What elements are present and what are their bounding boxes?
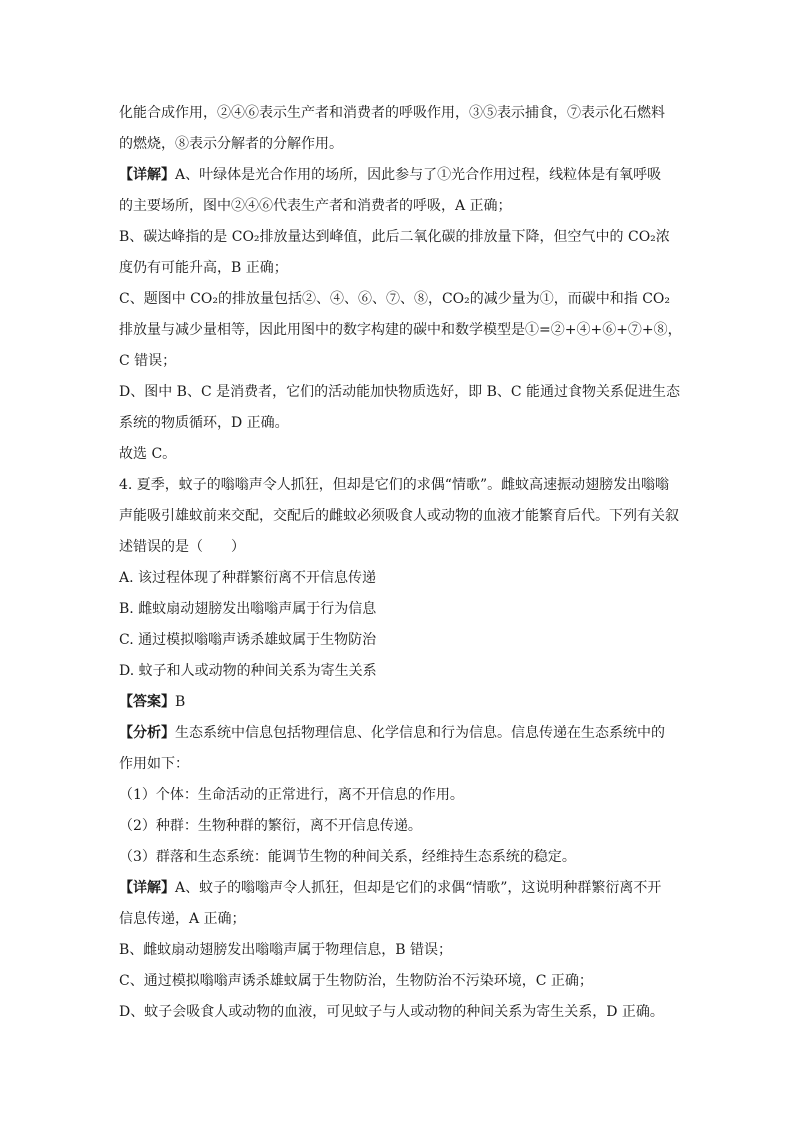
text-line: D、蚊子会吸食人或动物的血液，可见蚊子与人或动物的种间关系为寄生关系，D 正确。 bbox=[119, 1004, 664, 1020]
answer-tag: 【答案】 bbox=[119, 694, 175, 710]
option-a: A. 该过程体现了种群繁衍离不开信息传递 bbox=[119, 570, 377, 586]
text-line: （3）群落和生态系统：能调节生物的种间关系，经维持生态系统的稳定。 bbox=[119, 849, 576, 865]
text-line: 排放量与减少量相等，因此用图中的数字构建的碳中和数学模型是①=②+④+⑥+⑦+⑧， bbox=[119, 322, 682, 338]
answer-value: B bbox=[175, 694, 186, 710]
text-line: B、碳达峰指的是 CO₂排放量达到峰值，此后二氧化碳的排放量下降，但空气中的 CO₂浓 bbox=[119, 229, 670, 245]
text-line: A、叶绿体是光合作用的场所，因此参与了①光合作用过程，线粒体是有氧呼吸 bbox=[175, 167, 662, 183]
question-stem: 4. 夏季，蚊子的嗡嗡声令人抓狂，但却是它们的求偶“情歌”。雌蚊高速振动翅膀发出嗡嗡 bbox=[119, 477, 670, 493]
analysis-tag: 【分析】 bbox=[119, 725, 175, 741]
option-c: C. 通过模拟嗡嗡声诱杀雄蚊属于生物防治 bbox=[119, 632, 377, 648]
option-d: D. 蚊子和人或动物的种间关系为寄生关系 bbox=[119, 663, 377, 679]
text-line: 化能合成作用，②④⑥表示生产者和消费者的呼吸作用，③⑤表示捕食，⑦表示化石燃料 bbox=[119, 105, 665, 121]
text-line: 作用如下： bbox=[119, 756, 189, 772]
analysis-paragraph bbox=[119, 718, 679, 749]
answer-line bbox=[119, 687, 679, 718]
text-line: 的主要场所，图中②④⑥代表生产者和消费者的呼吸，A 正确； bbox=[119, 198, 512, 214]
text-line: （2）种群：生物种群的繁衍，离不开信息传递。 bbox=[119, 818, 422, 834]
detail-paragraph bbox=[119, 160, 679, 191]
question-stem: 述错误的是（ ） bbox=[119, 539, 245, 555]
text-line: 的燃烧，⑧表示分解者的分解作用。 bbox=[119, 136, 343, 152]
text-line: 生态系统中信息包括物理信息、化学信息和行为信息。信息传递在生态系统中的 bbox=[175, 725, 665, 741]
detail-tag: 【详解】 bbox=[119, 167, 175, 183]
detail-paragraph bbox=[119, 873, 679, 904]
document-page bbox=[119, 98, 682, 1028]
text-line: C、通过模拟嗡嗡声诱杀雄蚊属于生物防治，生物防治不污染环境，C 正确； bbox=[119, 973, 593, 989]
text-line: C、题图中 CO₂的排放量包括②、④、⑥、⑦、⑧，CO₂的减少量为①，而碳中和指 CO₂ bbox=[119, 291, 671, 307]
text-line: C 错误； bbox=[119, 353, 177, 369]
text-line: A、蚊子的嗡嗡声令人抓狂，但却是它们的求偶“情歌”，这说明种群繁衍离不开 bbox=[175, 880, 662, 896]
option-b: B. 雌蚊扇动翅膀发出嗡嗡声属于行为信息 bbox=[119, 601, 377, 617]
detail-tag: 【详解】 bbox=[119, 880, 175, 896]
text-line: 故选 C。 bbox=[119, 446, 177, 462]
text-line: D、图中 B、C 是消费者，它们的活动能加快物质选好，即 B、C 能通过食物关系促进生态 bbox=[119, 384, 681, 400]
question-stem: 声能吸引雄蚊前来交配，交配后的雌蚊必须吸食人或动物的血液才能繁育后代。下列有关叙 bbox=[119, 508, 679, 524]
text-line: 度仍有可能升高，B 正确； bbox=[119, 260, 288, 276]
text-line: B、雌蚊扇动翅膀发出嗡嗡声属于物理信息，B 错误； bbox=[119, 942, 453, 958]
text-line: 信息传递，A 正确； bbox=[119, 911, 246, 927]
text-line: 系统的物质循环，D 正确。 bbox=[119, 415, 289, 431]
text-line: （1）个体：生命活动的正常进行，离不开信息的作用。 bbox=[119, 787, 464, 803]
